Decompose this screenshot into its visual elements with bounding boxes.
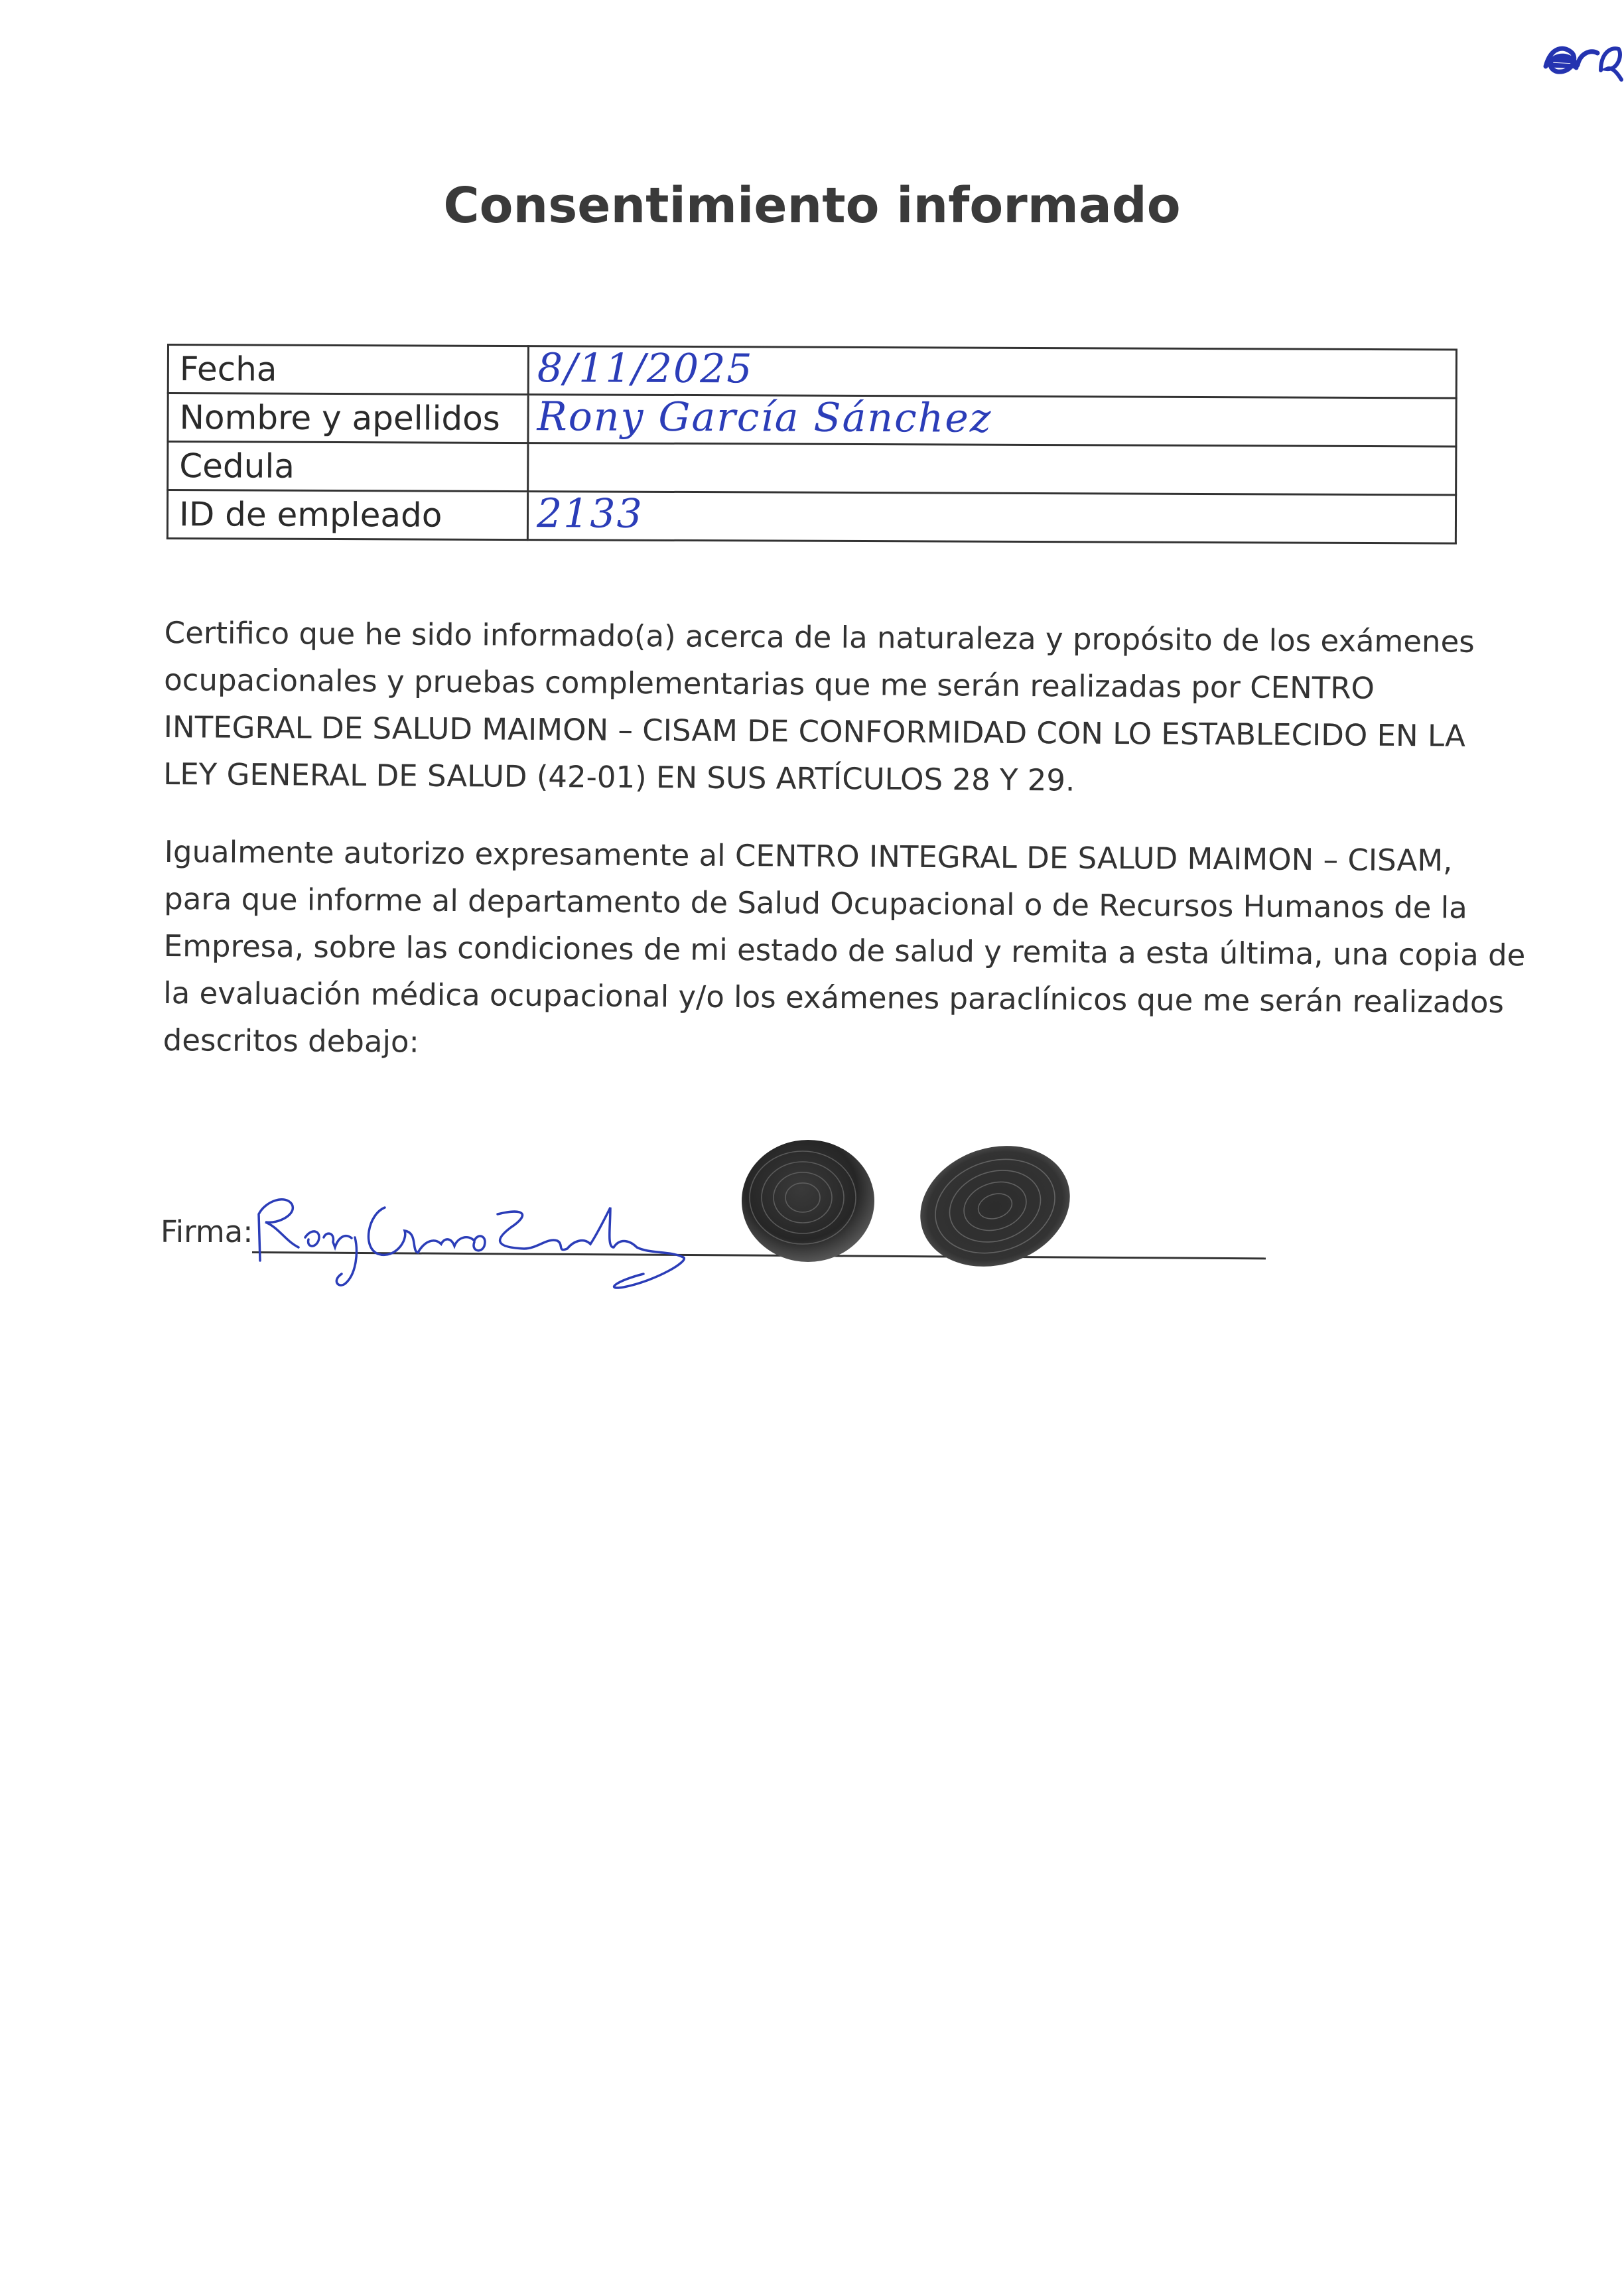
field-label: ID de empleado — [167, 490, 527, 540]
paragraph-line: la evaluación médica ocupacional y/o los exámenes paraclínicos que me serán realizados — [163, 975, 1505, 1020]
fingerprint-icon — [909, 1135, 1081, 1281]
field-label: Nombre y apellidos — [168, 393, 528, 443]
info-table — [167, 344, 1457, 544]
paragraph-line: LEY GENERAL DE SALUD (42-01) EN SUS ARTÍCULOS 28 Y 29. — [163, 756, 1075, 798]
paragraph-line: Igualmente autorizo expresamente al CENTRO INTEGRAL DE SALUD MAIMON – CISAM, — [164, 833, 1453, 878]
field-label: Cedula — [168, 442, 528, 492]
cedula-value-cell[interactable] — [528, 443, 1456, 495]
paragraph-line: Empresa, sobre las condiciones de mi estado de salud y remita a esta última, una copia de — [163, 928, 1526, 973]
name-value-cell[interactable] — [528, 395, 1456, 447]
paragraph-line: descritos debajo: — [163, 1022, 419, 1060]
authorization-paragraph — [163, 828, 1526, 1073]
table-row — [168, 442, 1456, 495]
table-row — [167, 490, 1455, 543]
employee-id-value: 2133 — [536, 490, 643, 537]
paragraph-line: INTEGRAL DE SALUD MAIMON – CISAM DE CONFORMIDAD CON LO ESTABLECIDO EN LA — [163, 709, 1466, 754]
date-value: 8/11/2025 — [537, 345, 754, 393]
signature-label: Firma: — [161, 1214, 253, 1249]
page-title: Consentimiento informado — [443, 177, 1181, 234]
name-value: Rony García Sánchez — [537, 393, 992, 442]
paragraph-line: ocupacionales y pruebas complementarias que me serán realizadas por CENTRO — [164, 661, 1375, 706]
table-row — [168, 393, 1456, 447]
paragraph-line: para que informe al departamento de Salud Ocupacional o de Recursos Humanos de la — [164, 880, 1468, 926]
field-label: Fecha — [168, 345, 528, 395]
pen-scribble-icon — [1538, 27, 1624, 86]
employee-id-value-cell[interactable] — [527, 492, 1455, 543]
table-row — [168, 345, 1456, 398]
signature-section — [159, 1128, 1181, 1300]
paragraph-line: Certifico que he sido informado(a) acerca de la naturaleza y propósito de los exámenes — [164, 614, 1475, 660]
certification-paragraph — [163, 609, 1475, 807]
date-value-cell[interactable] — [528, 346, 1456, 398]
fingerprint-icon — [730, 1128, 889, 1274]
